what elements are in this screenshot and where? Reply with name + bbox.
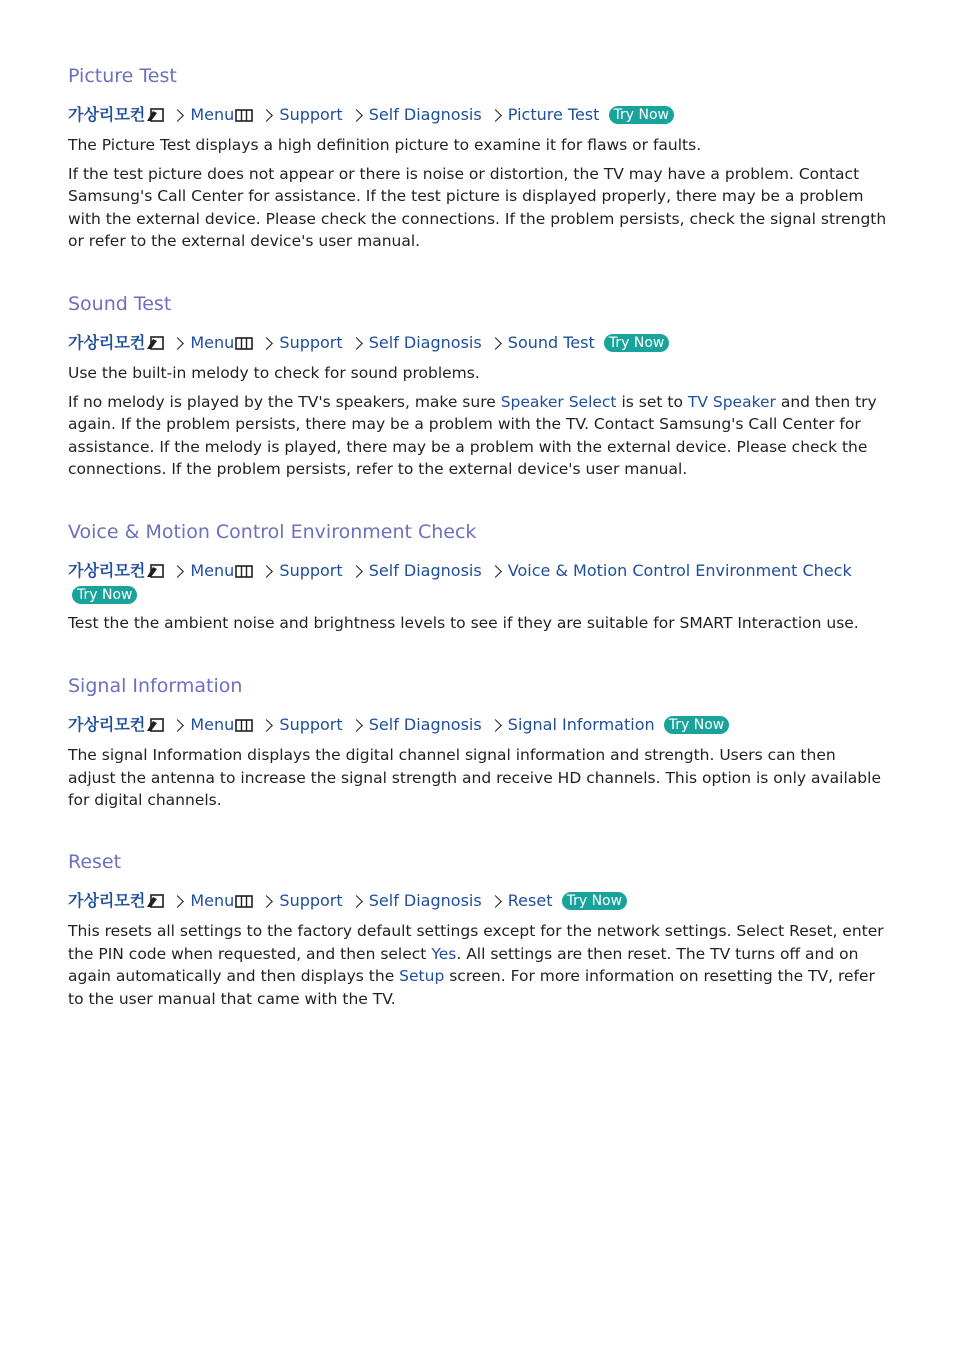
chevron-right-icon	[261, 895, 274, 908]
support-label: Support	[279, 891, 343, 910]
chevron-right-icon	[350, 109, 363, 122]
menu-label: Menu	[190, 105, 235, 124]
remote-icon	[146, 562, 164, 584]
section-title: Voice & Motion Control Environment Check	[68, 521, 477, 543]
chevron-right-icon	[261, 565, 274, 578]
support-label: Support	[279, 561, 343, 580]
menu-icon	[235, 334, 253, 356]
remote-icon	[146, 334, 164, 356]
try-now-button[interactable]: Try Now	[72, 586, 137, 604]
path-item-current: Picture Test	[507, 105, 600, 124]
body-paragraph: If no melody is played by the TV's speakers, make sure Speaker Select is set to TV Speaker and then try again. If the problem persists, there may be a problem with the TV. Contact Samsung's Call Center for assistance. If the melody is played, there may be a problem with the external device. Please check the connections. If the problem persists, refer to the external device's user manual.	[68, 392, 877, 478]
body-paragraph: This resets all settings to the factory default settings except for the network settings. Select Reset, enter the PIN code when requested, and then select Yes. All settings are then reset. The TV turns off and on again automatically and then displays the Setup screen. For more information on resetting the TV, refer to the user manual that came with the TV.	[68, 922, 884, 1008]
menu-icon	[235, 716, 253, 738]
try-now-button[interactable]: Try Now	[609, 106, 674, 124]
self-diagnosis-label: Self Diagnosis	[368, 105, 482, 124]
speaker-select-term: Speaker Select	[500, 392, 617, 411]
body-paragraph: Test the the ambient noise and brightness levels to see if they are suitable for SMART Interaction use.	[68, 614, 859, 632]
section-picture-test	[68, 64, 888, 253]
menu-label: Menu	[190, 715, 235, 734]
support-label: Support	[279, 105, 343, 124]
tv-speaker-term: TV Speaker	[687, 392, 776, 411]
menu-path	[68, 714, 888, 738]
remote-label: 가상리모컨	[68, 891, 146, 910]
section-title: Signal Information	[68, 675, 243, 697]
setup-term: Setup	[399, 967, 445, 985]
path-item-current: Sound Test	[507, 333, 595, 352]
chevron-right-icon	[489, 719, 502, 732]
chevron-right-icon	[172, 565, 185, 578]
self-diagnosis-label: Self Diagnosis	[368, 891, 482, 910]
chevron-right-icon	[350, 719, 363, 732]
try-now-button[interactable]: Try Now	[604, 334, 669, 352]
chevron-right-icon	[172, 337, 185, 350]
menu-path	[68, 890, 888, 914]
support-label: Support	[279, 333, 343, 352]
support-label: Support	[279, 715, 343, 734]
remote-label: 가상리모컨	[68, 105, 146, 124]
section-title: Reset	[68, 851, 122, 873]
chevron-right-icon	[489, 895, 502, 908]
remote-label: 가상리모컨	[68, 333, 146, 352]
self-diagnosis-label: Self Diagnosis	[368, 333, 482, 352]
path-item-current: Signal Information	[507, 715, 655, 734]
body-paragraph: Use the built-in melody to check for sound problems.	[68, 364, 480, 382]
body-paragraph: The Picture Test displays a high definition picture to examine it for flaws or faults.	[68, 136, 702, 154]
chevron-right-icon	[489, 109, 502, 122]
chevron-right-icon	[172, 109, 185, 122]
remote-label: 가상리모컨	[68, 561, 146, 580]
section-reset	[68, 850, 888, 1010]
menu-label: Menu	[190, 891, 235, 910]
path-item-current: Reset	[507, 891, 553, 910]
try-now-button[interactable]: Try Now	[562, 892, 627, 910]
section-signal-information	[68, 674, 888, 812]
chevron-right-icon	[261, 337, 274, 350]
chevron-right-icon	[489, 565, 502, 578]
body-paragraph: The signal Information displays the digital channel signal information and strength. Users can then adjust the antenna to increase the signal strength and receive HD channels. This option is only available for digital channels.	[68, 746, 881, 809]
chevron-right-icon	[350, 895, 363, 908]
section-sound-test	[68, 292, 888, 481]
path-item-current: Voice & Motion Control Environment Check	[507, 561, 852, 580]
chevron-right-icon	[172, 895, 185, 908]
remote-icon	[146, 892, 164, 914]
menu-path	[68, 560, 888, 606]
yes-term: Yes	[431, 944, 457, 963]
self-diagnosis-label: Self Diagnosis	[368, 561, 482, 580]
menu-path	[68, 332, 888, 356]
menu-path	[68, 104, 888, 128]
menu-icon	[235, 106, 253, 128]
chevron-right-icon	[350, 565, 363, 578]
chevron-right-icon	[261, 719, 274, 732]
body-paragraph: If the test picture does not appear or there is noise or distortion, the TV may have a problem. Contact Samsung's Call Center for assistance. If the test picture is displayed properly, there may be a problem with the external device. Please check the connections. If the problem persists, check the signal strength or refer to the external device's user manual.	[68, 164, 887, 250]
chevron-right-icon	[350, 337, 363, 350]
remote-icon	[146, 106, 164, 128]
remote-icon	[146, 716, 164, 738]
menu-label: Menu	[190, 333, 235, 352]
self-diagnosis-label: Self Diagnosis	[368, 715, 482, 734]
section-voice-motion-check	[68, 520, 888, 635]
chevron-right-icon	[489, 337, 502, 350]
section-title: Sound Test	[68, 293, 172, 315]
section-title: Picture Test	[68, 65, 177, 87]
menu-icon	[235, 892, 253, 914]
chevron-right-icon	[172, 719, 185, 732]
menu-icon	[235, 562, 253, 584]
try-now-button[interactable]: Try Now	[664, 716, 729, 734]
remote-label: 가상리모컨	[68, 715, 146, 734]
chevron-right-icon	[261, 109, 274, 122]
menu-label: Menu	[190, 561, 235, 580]
